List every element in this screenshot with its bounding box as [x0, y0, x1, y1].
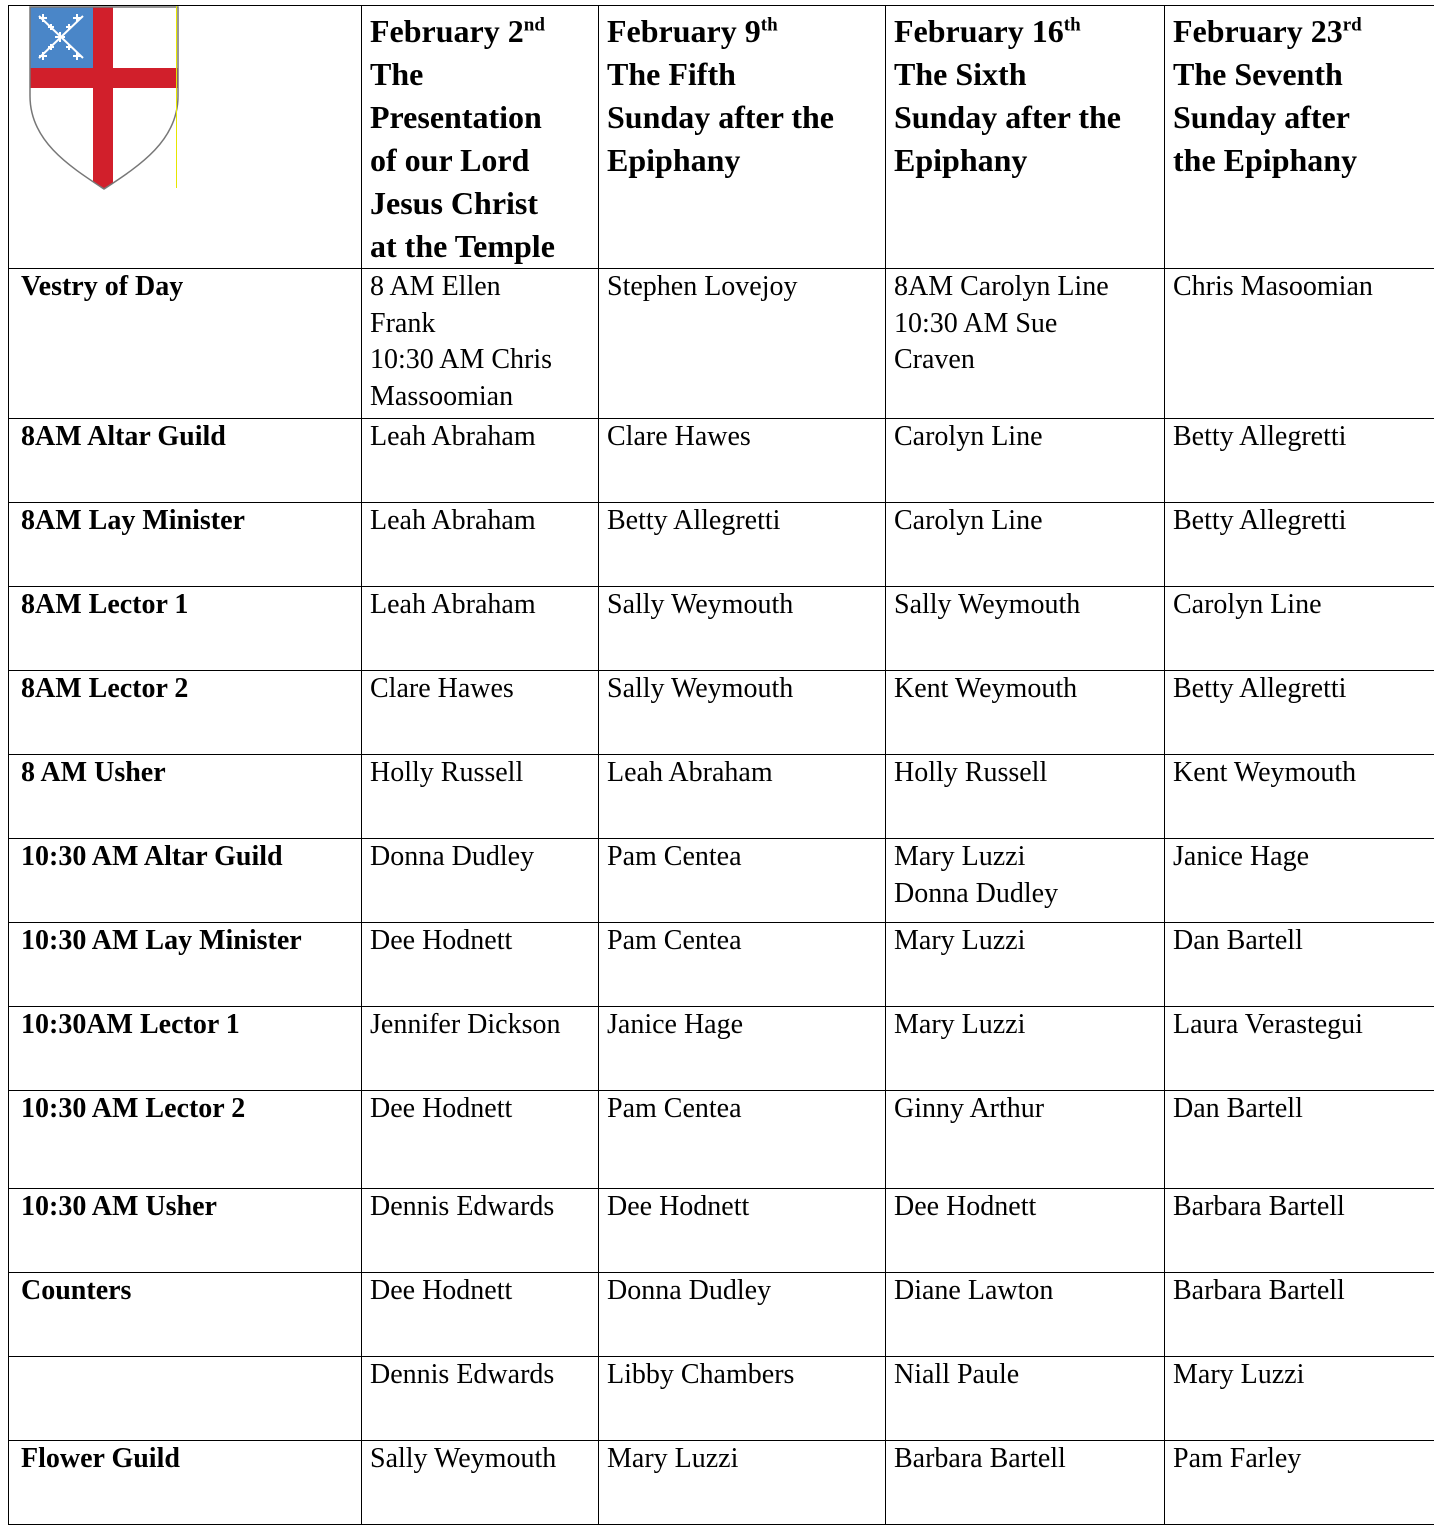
- shield-divider: [176, 6, 177, 188]
- column-title-line: The: [370, 53, 586, 96]
- table-cell: [886, 839, 1165, 923]
- cell-line: Laura Verastegui: [1173, 1007, 1422, 1044]
- row-label: Counters: [9, 1273, 362, 1357]
- cell-line: 10:30 AM Chris: [370, 342, 586, 379]
- cell-line: Stephen Lovejoy: [607, 269, 873, 306]
- cell-line: Pam Centea: [607, 1091, 873, 1128]
- cell-line: Holly Russell: [894, 755, 1152, 792]
- table-cell: [1165, 1441, 1434, 1525]
- column-date: [894, 10, 1152, 53]
- table-cell: [1165, 1007, 1434, 1091]
- column-date: [607, 10, 873, 53]
- cell-line: Massoomian: [370, 379, 586, 416]
- shield-cell: [9, 6, 362, 269]
- column-date-suffix: rd: [1343, 14, 1362, 35]
- column-date-text: February 23: [1173, 13, 1343, 49]
- column-title-line: Jesus Christ: [370, 182, 586, 225]
- table-cell: [362, 419, 599, 503]
- table-cell: [886, 1007, 1165, 1091]
- table-cell: [886, 419, 1165, 503]
- row-label: 10:30 AM Lay Minister: [9, 923, 362, 1007]
- cell-line: Sally Weymouth: [894, 587, 1152, 624]
- table-cell: [1165, 269, 1434, 419]
- row-label: 10:30 AM Lector 2: [9, 1091, 362, 1189]
- cell-line: Holly Russell: [370, 755, 586, 792]
- column-header: [886, 6, 1165, 269]
- header-row: [9, 6, 1434, 269]
- table-cell: [362, 1091, 599, 1189]
- column-title-line: Sunday after the: [607, 96, 873, 139]
- column-title-line: Epiphany: [894, 139, 1152, 182]
- table-cell: [362, 1357, 599, 1441]
- row-label: 8AM Lector 1: [9, 587, 362, 671]
- table-cell: [599, 1007, 886, 1091]
- table-row: [9, 1189, 1434, 1273]
- column-title-line: The Sixth: [894, 53, 1152, 96]
- table-cell: [1165, 755, 1434, 839]
- table-cell: [886, 1357, 1165, 1441]
- table-cell: [886, 269, 1165, 419]
- table-row: [9, 839, 1434, 923]
- cell-line: Betty Allegretti: [607, 503, 873, 540]
- row-label: [9, 1357, 362, 1441]
- cell-line: Leah Abraham: [370, 587, 586, 624]
- cell-line: Donna Dudley: [370, 839, 586, 876]
- cell-line: Barbara Bartell: [1173, 1189, 1422, 1226]
- cell-line: Pam Centea: [607, 923, 873, 960]
- table-cell: [1165, 1357, 1434, 1441]
- table-cell: [1165, 923, 1434, 1007]
- column-date-text: February 2: [370, 13, 524, 49]
- table-cell: [599, 503, 886, 587]
- table-row: [9, 503, 1434, 587]
- column-date-text: February 16: [894, 13, 1064, 49]
- table-cell: [362, 269, 599, 419]
- cell-line: Diane Lawton: [894, 1273, 1152, 1310]
- cell-line: Janice Hage: [607, 1007, 873, 1044]
- episcopal-shield-icon: [29, 6, 179, 191]
- cell-line: Dee Hodnett: [370, 1091, 586, 1128]
- table-cell: [886, 503, 1165, 587]
- column-date-text: February 9: [607, 13, 761, 49]
- cell-line: Mary Luzzi: [607, 1441, 873, 1478]
- table-cell: [1165, 503, 1434, 587]
- table-cell: [599, 755, 886, 839]
- table-cell: [362, 1273, 599, 1357]
- row-label: 10:30 AM Altar Guild: [9, 839, 362, 923]
- table-cell: [599, 1091, 886, 1189]
- cell-line: Barbara Bartell: [1173, 1273, 1422, 1310]
- cell-line: Betty Allegretti: [1173, 503, 1422, 540]
- table-cell: [1165, 1189, 1434, 1273]
- table-row: [9, 269, 1434, 419]
- table-cell: [599, 671, 886, 755]
- table-cell: [886, 755, 1165, 839]
- table-cell: [362, 839, 599, 923]
- cell-line: Barbara Bartell: [894, 1441, 1152, 1478]
- cell-line: Leah Abraham: [370, 419, 586, 456]
- table-row: [9, 1273, 1434, 1357]
- cell-line: Frank: [370, 306, 586, 343]
- column-title-line: at the Temple: [370, 225, 586, 268]
- row-label: 8AM Lay Minister: [9, 503, 362, 587]
- table-cell: [886, 1189, 1165, 1273]
- table-cell: [1165, 1273, 1434, 1357]
- column-date-suffix: th: [761, 14, 778, 35]
- row-label: 8 AM Usher: [9, 755, 362, 839]
- table-row: [9, 419, 1434, 503]
- cell-line: Kent Weymouth: [894, 671, 1152, 708]
- column-title-line: Epiphany: [607, 139, 873, 182]
- cell-line: Mary Luzzi: [894, 839, 1152, 876]
- cell-line: Donna Dudley: [894, 876, 1152, 913]
- table-cell: [1165, 587, 1434, 671]
- cell-line: Craven: [894, 342, 1152, 379]
- cell-line: Betty Allegretti: [1173, 671, 1422, 708]
- row-label: 8AM Lector 2: [9, 671, 362, 755]
- table-row: [9, 1441, 1434, 1525]
- cell-line: Dan Bartell: [1173, 1091, 1422, 1128]
- row-label: Vestry of Day: [9, 269, 362, 419]
- table-cell: [599, 839, 886, 923]
- table-cell: [362, 923, 599, 1007]
- cell-line: Leah Abraham: [370, 503, 586, 540]
- table-row: [9, 1007, 1434, 1091]
- column-title-line: The Fifth: [607, 53, 873, 96]
- table-cell: [362, 671, 599, 755]
- table-cell: [1165, 419, 1434, 503]
- cell-line: Mary Luzzi: [1173, 1357, 1422, 1394]
- table-cell: [886, 923, 1165, 1007]
- column-header: [599, 6, 886, 269]
- cell-line: Dan Bartell: [1173, 923, 1422, 960]
- cell-line: Libby Chambers: [607, 1357, 873, 1394]
- column-header: [362, 6, 599, 269]
- cell-line: Clare Hawes: [370, 671, 586, 708]
- column-date-suffix: th: [1064, 14, 1081, 35]
- column-date: [370, 10, 586, 53]
- cell-line: Betty Allegretti: [1173, 419, 1422, 456]
- table-cell: [599, 923, 886, 1007]
- table-cell: [599, 419, 886, 503]
- cell-line: 8 AM Ellen: [370, 269, 586, 306]
- cell-line: Dennis Edwards: [370, 1357, 586, 1394]
- table-cell: [362, 1007, 599, 1091]
- cell-line: Dee Hodnett: [370, 923, 586, 960]
- cell-line: Dee Hodnett: [607, 1189, 873, 1226]
- cell-line: Sally Weymouth: [607, 587, 873, 624]
- table-cell: [886, 1273, 1165, 1357]
- table-cell: [886, 587, 1165, 671]
- row-label: 10:30AM Lector 1: [9, 1007, 362, 1091]
- table-cell: [599, 1189, 886, 1273]
- cell-line: 10:30 AM Sue: [894, 306, 1152, 343]
- cell-line: Ginny Arthur: [894, 1091, 1152, 1128]
- column-title-line: Presentation: [370, 96, 586, 139]
- cell-line: 8AM Carolyn Line: [894, 269, 1152, 306]
- table-row: [9, 923, 1434, 1007]
- row-label: 8AM Altar Guild: [9, 419, 362, 503]
- table-cell: [599, 269, 886, 419]
- cell-line: Jennifer Dickson: [370, 1007, 586, 1044]
- row-label: 10:30 AM Usher: [9, 1189, 362, 1273]
- column-title-line: the Epiphany: [1173, 139, 1422, 182]
- cell-line: Sally Weymouth: [370, 1441, 586, 1478]
- table-cell: [599, 1357, 886, 1441]
- cell-line: Clare Hawes: [607, 419, 873, 456]
- cell-line: Sally Weymouth: [607, 671, 873, 708]
- table-cell: [1165, 839, 1434, 923]
- table-cell: [886, 1441, 1165, 1525]
- column-title-line: The Seventh: [1173, 53, 1422, 96]
- cell-line: Leah Abraham: [607, 755, 873, 792]
- table-cell: [362, 755, 599, 839]
- column-title-line: Sunday after: [1173, 96, 1422, 139]
- cell-line: Dee Hodnett: [894, 1189, 1152, 1226]
- column-header: [1165, 6, 1434, 269]
- table-row: [9, 671, 1434, 755]
- table-row: [9, 1091, 1434, 1189]
- table-row: [9, 1357, 1434, 1441]
- table-cell: [599, 1273, 886, 1357]
- cell-line: Pam Farley: [1173, 1441, 1422, 1478]
- table-cell: [362, 1189, 599, 1273]
- cell-line: Carolyn Line: [894, 419, 1152, 456]
- cell-line: Donna Dudley: [607, 1273, 873, 1310]
- cell-line: Dee Hodnett: [370, 1273, 586, 1310]
- cell-line: Mary Luzzi: [894, 923, 1152, 960]
- cell-line: Janice Hage: [1173, 839, 1422, 876]
- table-row: [9, 755, 1434, 839]
- table-cell: [886, 671, 1165, 755]
- table-row: [9, 587, 1434, 671]
- table-cell: [599, 1441, 886, 1525]
- column-date-suffix: nd: [524, 14, 545, 35]
- cell-line: Carolyn Line: [894, 503, 1152, 540]
- table-cell: [362, 1441, 599, 1525]
- row-label: Flower Guild: [9, 1441, 362, 1525]
- cell-line: Pam Centea: [607, 839, 873, 876]
- column-date: [1173, 10, 1422, 53]
- cell-line: Carolyn Line: [1173, 587, 1422, 624]
- cell-line: Kent Weymouth: [1173, 755, 1422, 792]
- table-cell: [362, 587, 599, 671]
- schedule-table: [8, 5, 1434, 1525]
- table-cell: [886, 1091, 1165, 1189]
- column-title-line: of our Lord: [370, 139, 586, 182]
- cell-line: Dennis Edwards: [370, 1189, 586, 1226]
- table-cell: [1165, 1091, 1434, 1189]
- cell-line: Chris Masoomian: [1173, 269, 1422, 306]
- column-title-line: Sunday after the: [894, 96, 1152, 139]
- table-cell: [362, 503, 599, 587]
- cell-line: Mary Luzzi: [894, 1007, 1152, 1044]
- cell-line: Niall Paule: [894, 1357, 1152, 1394]
- table-cell: [599, 587, 886, 671]
- table-cell: [1165, 671, 1434, 755]
